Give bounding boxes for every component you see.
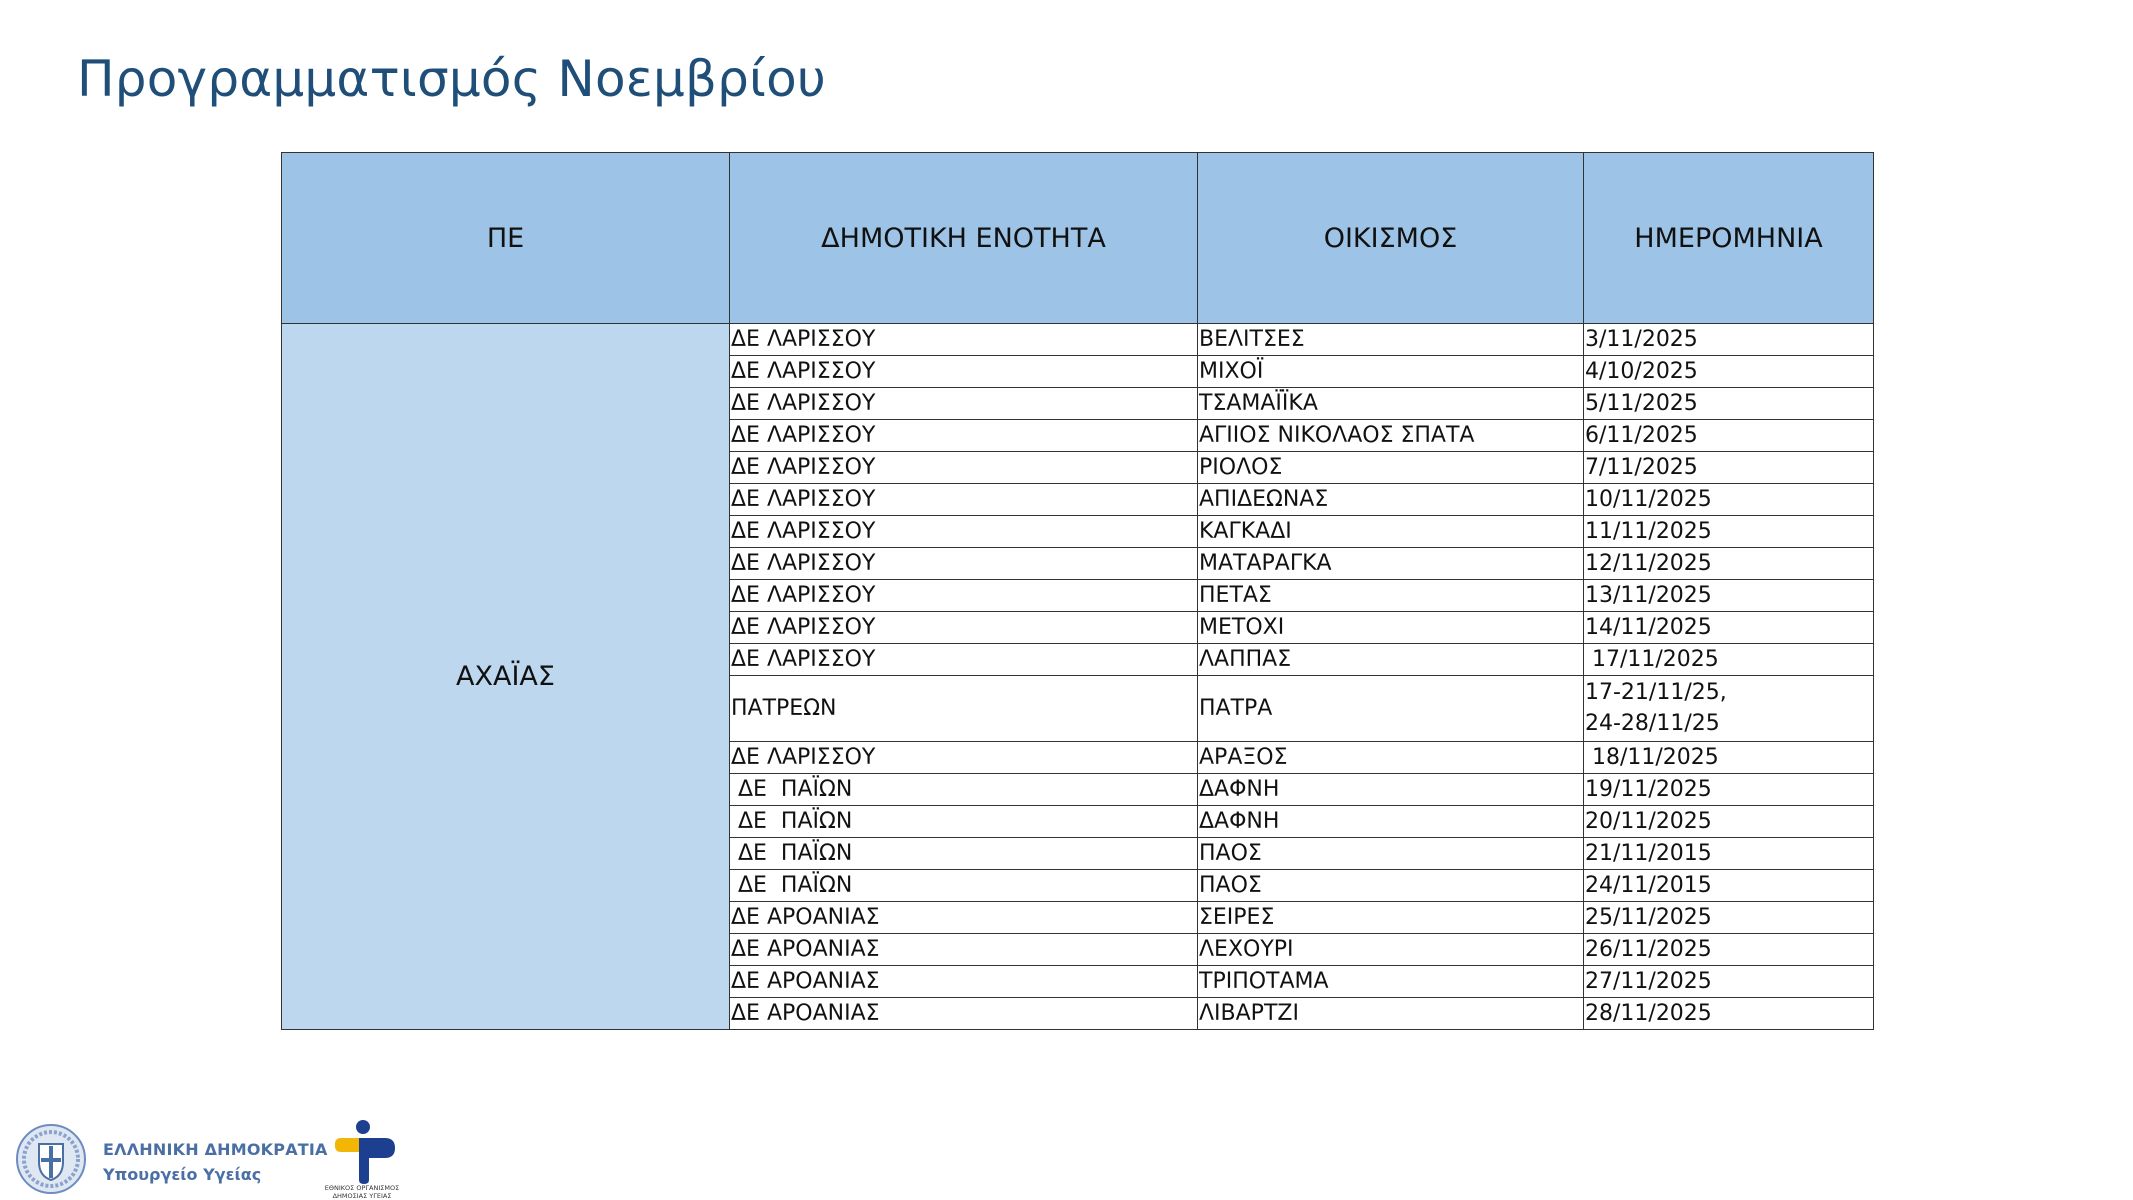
date-cell: 21/11/2015 — [1584, 838, 1874, 870]
municipal-unit-cell: ΔΕ ΛΑΡΙΣΣΟΥ — [730, 516, 1198, 548]
date-cell: 20/11/2025 — [1584, 806, 1874, 838]
settlement-cell: ΣΕΙΡΕΣ — [1198, 902, 1584, 934]
date-cell: 27/11/2025 — [1584, 966, 1874, 998]
settlement-cell: ΤΡΙΠΟΤΑΜΑ — [1198, 966, 1584, 998]
municipal-unit-cell: ΔΕ ΛΑΡΙΣΣΟΥ — [730, 420, 1198, 452]
settlement-cell: ΤΣΑΜΑΪΪΚΑ — [1198, 388, 1584, 420]
date-cell: 3/11/2025 — [1584, 324, 1874, 356]
page-title: Προγραμματισμός Νοεμβρίου — [77, 50, 827, 108]
date-cell: 5/11/2025 — [1584, 388, 1874, 420]
date-cell: 18/11/2025 — [1584, 742, 1874, 774]
date-line: 24-28/11/25 — [1585, 711, 1720, 736]
table-body — [282, 324, 1874, 1030]
date-cell: 10/11/2025 — [1584, 484, 1874, 516]
municipal-unit-cell: ΔΕ ΛΑΡΙΣΣΟΥ — [730, 580, 1198, 612]
eody-line2: ΔΗΜΟΣΙΑΣ ΥΓΕΙΑΣ — [332, 1192, 392, 1200]
table-row — [282, 324, 1874, 356]
date-line: 17-21/11/25, — [1585, 680, 1727, 705]
municipal-unit-cell: ΔΕ ΛΑΡΙΣΣΟΥ — [730, 484, 1198, 516]
settlement-cell: ΛΑΠΠΑΣ — [1198, 644, 1584, 676]
schedule-table — [281, 152, 1874, 1030]
municipal-unit-cell: ΔΕ ΛΑΡΙΣΣΟΥ — [730, 324, 1198, 356]
eody-line1: ΕΘΝΙΚΟΣ ΟΡΓΑΝΙΣΜΟΣ — [324, 1184, 400, 1192]
settlement-cell: ΠΑΤΡΑ — [1198, 676, 1584, 742]
header-date: ΗΜΕΡΟΜΗΝΙΑ — [1584, 153, 1874, 324]
date-cell: 14/11/2025 — [1584, 612, 1874, 644]
municipal-unit-cell: ΔΕ ΛΑΡΙΣΣΟΥ — [730, 644, 1198, 676]
date-cell — [1584, 676, 1874, 742]
settlement-cell: ΜΙΧΟΪ — [1198, 356, 1584, 388]
date-cell: 24/11/2015 — [1584, 870, 1874, 902]
settlement-cell: ΑΓΙΙΟΣ ΝΙΚΟΛΑΟΣ ΣΠΑΤΑ — [1198, 420, 1584, 452]
settlement-cell: ΡΙΟΛΟΣ — [1198, 452, 1584, 484]
municipal-unit-cell: ΔΕ ΛΑΡΙΣΣΟΥ — [730, 548, 1198, 580]
settlement-cell: ΠΑΟΣ — [1198, 838, 1584, 870]
table-header-row — [282, 153, 1874, 324]
settlement-cell: ΛΙΒΑΡΤΖΙ — [1198, 998, 1584, 1030]
date-cell: 19/11/2025 — [1584, 774, 1874, 806]
region-cell: ΑΧΑΪΑΣ — [282, 324, 730, 1030]
eody-caption — [317, 1184, 407, 1200]
settlement-cell: ΠΕΤΑΣ — [1198, 580, 1584, 612]
greek-coat-of-arms-icon — [15, 1122, 87, 1196]
municipal-unit-cell: ΔΕ ΛΑΡΙΣΣΟΥ — [730, 388, 1198, 420]
date-cell: 13/11/2025 — [1584, 580, 1874, 612]
settlement-cell: ΛΕΧΟΥΡΙ — [1198, 934, 1584, 966]
municipal-unit-cell: ΔΕ ΑΡΟΑΝΙΑΣ — [730, 998, 1198, 1030]
date-cell: 25/11/2025 — [1584, 902, 1874, 934]
municipal-unit-cell: ΔΕ ΠΑΪΩΝ — [730, 870, 1198, 902]
settlement-cell: ΜΕΤΟΧΙ — [1198, 612, 1584, 644]
header-settlement: ΟΙΚΙΣΜΟΣ — [1198, 153, 1584, 324]
municipal-unit-cell: ΔΕ ΛΑΡΙΣΣΟΥ — [730, 742, 1198, 774]
municipal-unit-cell: ΔΕ ΠΑΪΩΝ — [730, 806, 1198, 838]
date-cell: 26/11/2025 — [1584, 934, 1874, 966]
municipal-unit-cell: ΠΑΤΡΕΩΝ — [730, 676, 1198, 742]
municipal-unit-cell: ΔΕ ΛΑΡΙΣΣΟΥ — [730, 356, 1198, 388]
date-cell: 28/11/2025 — [1584, 998, 1874, 1030]
settlement-cell: ΜΑΤΑΡΑΓΚΑ — [1198, 548, 1584, 580]
date-cell: 17/11/2025 — [1584, 644, 1874, 676]
footer — [15, 1118, 415, 1200]
settlement-cell: ΑΠΙΔΕΩΝΑΣ — [1198, 484, 1584, 516]
date-cell: 4/10/2025 — [1584, 356, 1874, 388]
header-municipal-unit: ΔΗΜΟΤΙΚΗ ΕΝΟΤΗΤΑ — [730, 153, 1198, 324]
municipal-unit-cell: ΔΕ ΑΡΟΑΝΙΑΣ — [730, 902, 1198, 934]
ministry-line1: ΕΛΛΗΝΙΚΗ ΔΗΜΟΚΡΑΤΙΑ — [103, 1140, 328, 1159]
date-cell: 11/11/2025 — [1584, 516, 1874, 548]
municipal-unit-cell: ΔΕ ΠΑΪΩΝ — [730, 774, 1198, 806]
municipal-unit-cell: ΔΕ ΠΑΪΩΝ — [730, 838, 1198, 870]
header-pe: ΠΕ — [282, 153, 730, 324]
municipal-unit-cell: ΔΕ ΛΑΡΙΣΣΟΥ — [730, 612, 1198, 644]
settlement-cell: ΔΑΦΝΗ — [1198, 806, 1584, 838]
settlement-cell: ΚΑΓΚΑΔΙ — [1198, 516, 1584, 548]
municipal-unit-cell: ΔΕ ΛΑΡΙΣΣΟΥ — [730, 452, 1198, 484]
ministry-line2: Υπουργείο Υγείας — [103, 1165, 262, 1184]
ministry-text — [103, 1140, 328, 1184]
settlement-cell: ΒΕΛΙΤΣΕΣ — [1198, 324, 1584, 356]
date-cell: 7/11/2025 — [1584, 452, 1874, 484]
municipal-unit-cell: ΔΕ ΑΡΟΑΝΙΑΣ — [730, 934, 1198, 966]
date-cell: 12/11/2025 — [1584, 548, 1874, 580]
settlement-cell: ΔΑΦΝΗ — [1198, 774, 1584, 806]
settlement-cell: ΑΡΑΞΟΣ — [1198, 742, 1584, 774]
date-cell: 6/11/2025 — [1584, 420, 1874, 452]
settlement-cell: ΠΑΟΣ — [1198, 870, 1584, 902]
municipal-unit-cell: ΔΕ ΑΡΟΑΝΙΑΣ — [730, 966, 1198, 998]
